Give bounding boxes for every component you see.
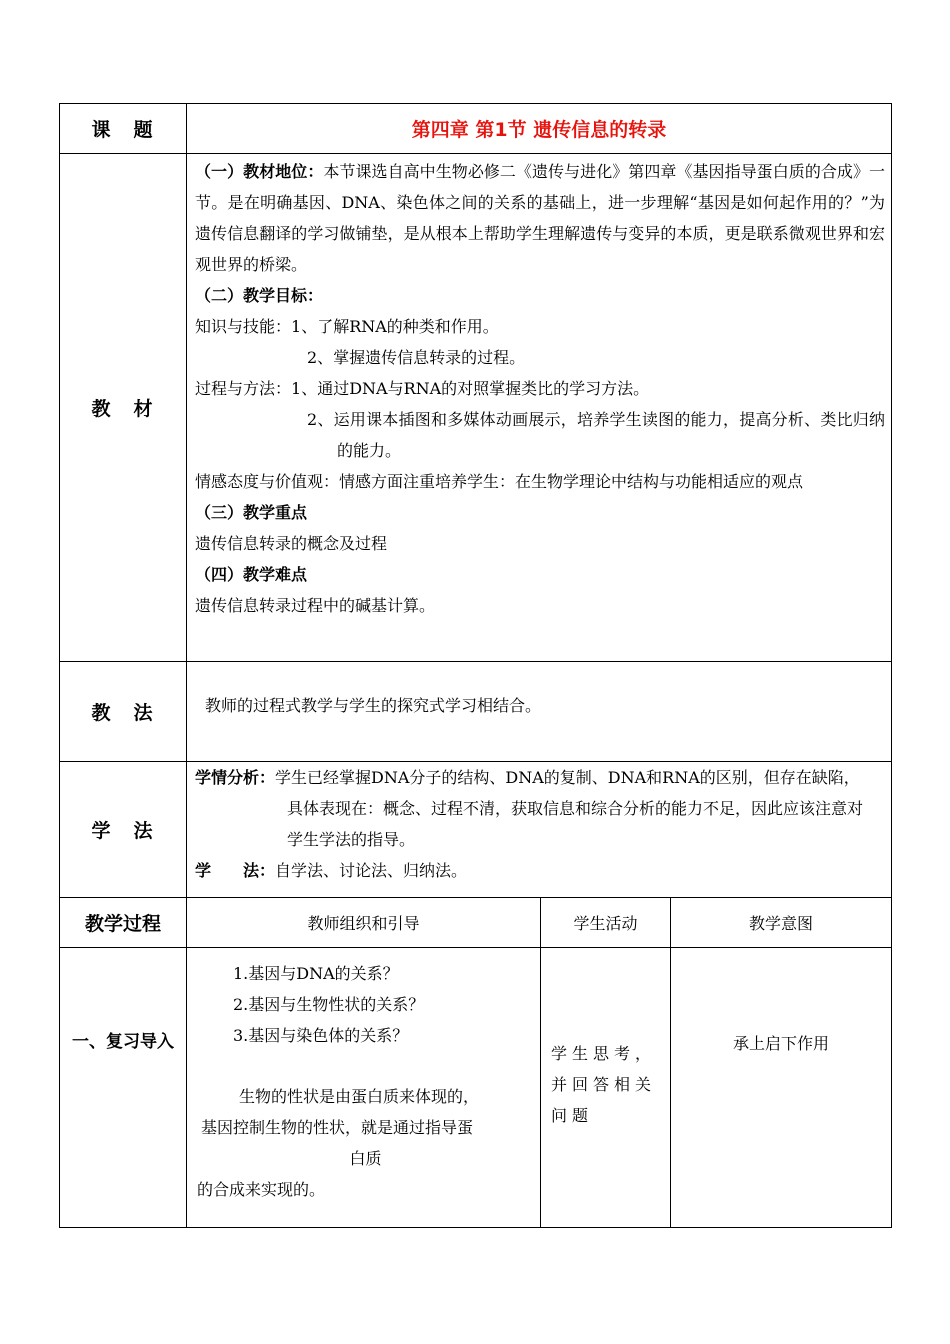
lesson-title: 第四章 第1节 遗传信息的转录 <box>187 104 892 154</box>
study-analysis-text: 学生已经掌握DNA分子的结构、DNA的复制、DNA和RNA的区别，但存在缺陷，具体表现在：概念、过程不清，获取信息和综合分析的能力不足，因此应该注意对学生学法的指导。 <box>275 768 864 849</box>
section-1-text: 本节课选自高中生物必修二《遗传与进化》第四章《基因指导蛋白质的合成》一节。是在明确基因、DNA、染色体之间的关系的基础上，进一步理解“基因是如何起作用的？”为遗传信息翻译的学习做铺垫，是从根本上帮助学生理解遗传与变异的本质，更是联系微观世界和宏观世界的桥梁。 <box>195 162 886 274</box>
col-student-header: 学生活动 <box>541 898 671 948</box>
step1-p-line3: 白质 <box>349 1149 382 1168</box>
knowledge-skills <box>195 311 885 342</box>
lesson-plan-table <box>59 103 892 1228</box>
study-content <box>187 762 892 898</box>
section-3-heading: （三）教学重点 <box>195 503 308 522</box>
attitude-text: 情感方面注重培养学生：在生物学理论中结构与功能相适应的观点 <box>339 472 804 491</box>
study-analysis-label: 学情分析： <box>195 768 276 787</box>
knowledge-skills-1: 1、了解RNA的种类和作用。 <box>291 317 499 336</box>
textbook-content <box>187 154 892 662</box>
section-1-heading: （一）教材地位： <box>195 162 324 181</box>
step1-student <box>541 948 671 1228</box>
study-method-label: 学 法： <box>195 861 276 880</box>
step1-intent <box>671 948 892 1228</box>
step1-teacher <box>187 948 541 1228</box>
process-method-label: 过程与方法： <box>195 379 292 398</box>
method-content <box>187 662 892 762</box>
study-analysis <box>195 762 885 855</box>
process-method-2: 2、运用课本插图和多媒体动画展示，培养学生读图的能力，提高分析、类比归纳的能力。 <box>307 410 886 460</box>
method-text: 教师的过程式教学与学生的探究式学习相结合。 <box>205 696 542 715</box>
step1-q2: 2.基因与生物性状的关系？ <box>233 995 425 1014</box>
section-3-text: 遗传信息转录的概念及过程 <box>195 534 388 553</box>
textbook-label: 教 材 <box>60 154 187 662</box>
process-label: 教学过程 <box>60 898 187 948</box>
step1-p-line1: 生物的性状是由蛋白质来体现的， <box>239 1087 480 1106</box>
topic-label: 课 题 <box>60 104 187 154</box>
step1-p-line4: 的合成来实现的。 <box>197 1180 326 1199</box>
knowledge-skills-label: 知识与技能： <box>195 317 292 336</box>
attitude <box>195 466 885 497</box>
col-intent-header: 教学意图 <box>671 898 892 948</box>
section-2-heading: （二）教学目标： <box>195 286 324 305</box>
step1-label-cell <box>60 948 187 1228</box>
process-method <box>195 373 885 404</box>
step1-p-line2: 基因控制生物的性状，就是通过指导蛋 <box>201 1118 474 1137</box>
textbook-position <box>195 156 885 280</box>
process-method-2-wrap <box>195 404 885 466</box>
knowledge-skills-2: 2、掌握遗传信息转录的过程。 <box>307 348 526 367</box>
process-method-1: 1、通过DNA与RNA的对照掌握类比的学习方法。 <box>291 379 650 398</box>
study-label: 学 法 <box>60 762 187 898</box>
section-4-heading: （四）教学难点 <box>195 565 308 584</box>
section-4-text: 遗传信息转录过程中的碱基计算。 <box>195 596 436 615</box>
study-method-text: 自学法、讨论法、归纳法。 <box>275 861 468 880</box>
step1-student-text: 学生思考，并回答相关问题 <box>551 1044 657 1125</box>
step1-q1: 1.基因与DNA的关系？ <box>233 964 399 983</box>
step1-q3: 3.基因与染色体的关系？ <box>233 1026 409 1045</box>
col-teacher-header: 教师组织和引导 <box>187 898 541 948</box>
step1-intent-text: 承上启下作用 <box>733 1034 830 1053</box>
attitude-label: 情感态度与价值观： <box>195 472 340 491</box>
step1-label: 一、复习导入 <box>72 1032 174 1052</box>
study-method <box>195 855 885 886</box>
method-label: 教 法 <box>60 662 187 762</box>
